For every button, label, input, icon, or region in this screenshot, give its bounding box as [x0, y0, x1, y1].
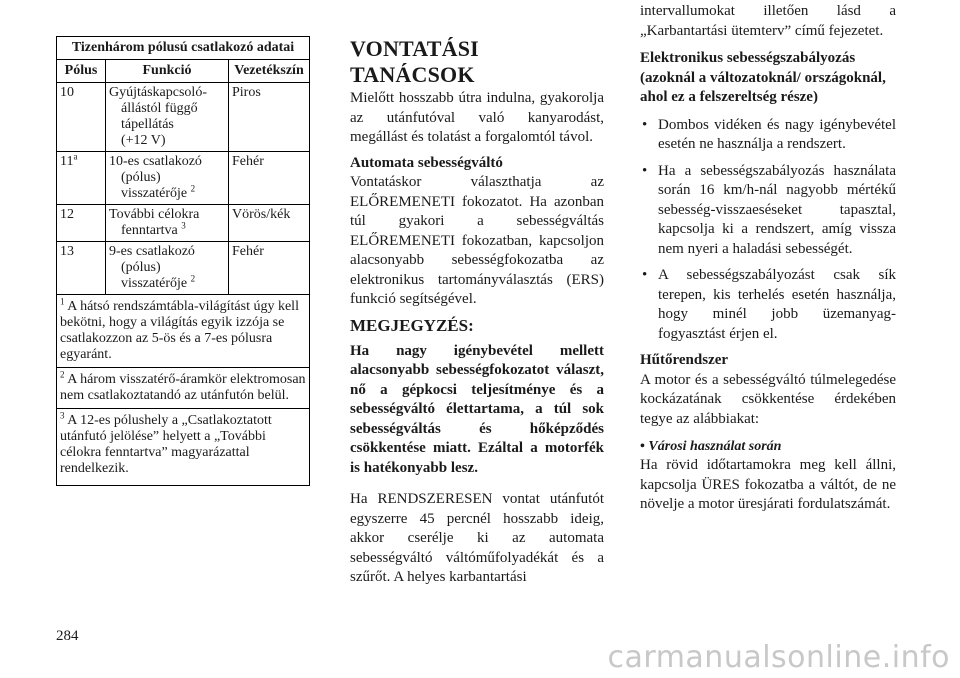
function-cell: 9-es csatlakozó (pólus) visszatérője $^2$: [106, 242, 229, 295]
auto-transmission-text: Vontatáskor választhatja az ELŐREMENETI fokozatot. Ha azonban túl gyakori a sebességváltás ELŐREMENETI fokozatban, kapcsoljon alacsonyabb sebességfokozatba az elektronikus tartományválasztás (ERS) funkció segítségével.: [350, 174, 604, 307]
pin-cell: 10: [57, 83, 106, 152]
color-cell: Piros: [229, 83, 310, 152]
page-number: 284: [56, 628, 79, 644]
function-cell: Gyújtáskapcsoló- állástól függő tápellátás (+12 V): [106, 83, 229, 152]
header-function: Funkció: [106, 60, 229, 83]
header-pin: Pólus: [57, 60, 106, 83]
cooling-heading: Hűtőrendszer: [640, 352, 729, 368]
regular-towing-continued: intervallumokat illetően lásd a „Karbantartási ütemterv” című fejezetet.: [640, 3, 896, 39]
function-cell: 10-es csatlakozó (pólus) visszatérője $^2$: [106, 152, 229, 205]
section-title: VONTATÁSI TANÁCSOK: [350, 36, 479, 87]
table-title: Tizenhárom pólusú csatlakozó adatai: [57, 37, 310, 60]
list-item: • Ha a sebességszabályozás használata során 16 km/h-nál nagyobb mértékű sebesség-visszaeséseket tapasztal, kapcsolja ki a rendszert, amíg vissza nem nyeri a haladási sebességét.: [640, 162, 896, 260]
footnote-1: $^1$ A hátsó rendszámtábla-világítást úgy kell bekötni, hogy a világítás egyik izzója se csatlakozzon az 5-ös és a 7-es pólusra egyaránt.: [57, 295, 310, 368]
right-column: [640, 2, 896, 521]
table-row: [57, 205, 310, 242]
pin-cell: 11$^a$: [57, 152, 106, 205]
cruise-control-heading: Elektronikus sebességszabályozás (azoknál a változatoknál/ országoknál, ahol ez a felszereltség része): [640, 50, 886, 105]
intro-paragraph: Mielőtt hosszabb útra indulna, gyakorolja az utánfutóval való kanyarodást, megállást és tolatást a forgalomtól távol.: [350, 90, 604, 145]
watermark: carmanualsonline.info: [607, 640, 950, 675]
note-text: Ha nagy igénybevétel mellett alacsonyabb sebességfokozatot választ, nő a gépkocsi teljesítménye és a sebességváltó élettartama, a túl sok sebességváltás és hőképződés csökkentése miatt. Ezáltal a motorfék is hatékonyabb lesz.: [350, 342, 604, 476]
left-column: [56, 36, 310, 486]
cruise-control-list: [640, 116, 896, 345]
connector-table: [56, 36, 310, 486]
regular-towing-text: Ha RENDSZERESEN vontat utánfutót egyszerre 45 percnél hosszabb ideig, akkor cserélje ki az automata sebességváltó váltóműfolyadékát és a szűrőt. A helyes karbantartási: [350, 491, 604, 585]
table-row: [57, 242, 310, 295]
middle-column: [350, 36, 604, 594]
city-use-text: Ha rövid időtartamokra meg kell állni, kapcsolja ÜRES fokozatba a váltót, de ne növelje a motor üresjárati fordulatszámát.: [640, 457, 896, 512]
table-row: [57, 152, 310, 205]
footnote-2: $^2$ A három visszatérő-áramkör elektromosan nem csatlakoztatandó az utánfutón belül.: [57, 368, 310, 409]
list-item: • A sebességszabályozást csak sík terepen, kis terhelés esetén használja, hogy minél jobb üzemanyag-fogyasztást érjen el.: [640, 266, 896, 344]
pin-cell: 13: [57, 242, 106, 295]
list-item: • Dombos vidéken és nagy igénybevétel esetén ne használja a rendszert.: [640, 116, 896, 155]
color-cell: Fehér: [229, 152, 310, 205]
function-cell: További célokra fenntartva $^3$: [106, 205, 229, 242]
pin-cell: 12: [57, 205, 106, 242]
footnote-3: $^3$ A 12-es pólushely a „Csatlakoztatott utánfutó jelölése” helyett a „További célokra fenntartva” magyarázattal rendelkezik.: [57, 409, 310, 486]
cooling-text: A motor és a sebességváltó túlmelegedése kockázatának csökkentése érdekében tegye az alábbiakat:: [640, 371, 896, 427]
header-color: Vezetékszín: [229, 60, 310, 83]
color-cell: Vörös/kék: [229, 205, 310, 242]
city-use-heading: • Városi használat során: [640, 437, 896, 456]
color-cell: Fehér: [229, 242, 310, 295]
auto-transmission-heading: Automata sebességváltó: [350, 154, 503, 171]
note-heading: MEGJEGYZÉS:: [350, 315, 474, 335]
table-row: [57, 83, 310, 152]
